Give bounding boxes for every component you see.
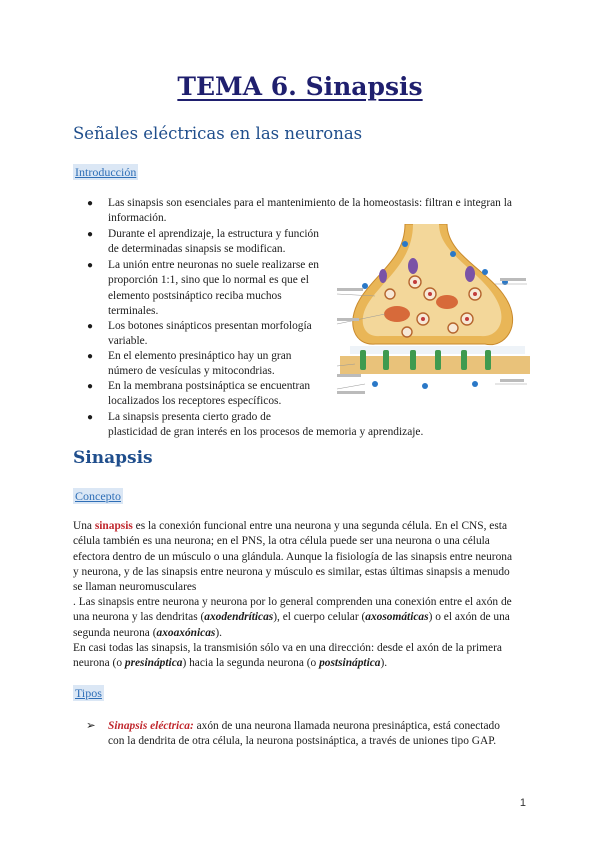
concept-paragraph-1: Una sinapsis es la conexión funcional entre una neurona y una segunda célula. En el CNS, esta célula también es una neurona; en el PNS, la otra célula puede ser una neurona o una célula efectora dentro de un músculo o una glándula. Aunque la fisiología de las sinapsis entre neurona y neurona, y de las sinapsis entre neurona y músculo es similar, estas últimas sinapsis a menudo se llaman neuromusculares bbox=[73, 520, 513, 594]
bullet-dot-icon: ● bbox=[87, 198, 94, 209]
intro-bullet-item: Las sinapsis son esenciales para el mantenimiento de la homeostasis: filtran e integran la información. bbox=[108, 197, 512, 225]
bullet-dot-icon: ● bbox=[87, 321, 94, 332]
intro-bullet-item: La sinapsis presenta cierto grado de plasticidad de gran interés en los procesos de memoria y aprendizaje. bbox=[108, 411, 424, 439]
intro-bullet-item: Durante el aprendizaje, la estructura y función de determinadas sinapsis se modifican. bbox=[108, 228, 319, 256]
concept-paragraph-2: . Las sinapsis entre neurona y neurona por lo general comprenden una conexión entre el axón de una neurona y las dendritas (axodendríticas), el cuerpo celular (axosomáticas) o el axón de una segunda neurona (axoaxónicas). bbox=[73, 596, 512, 639]
bullet-dot-icon: ● bbox=[87, 229, 94, 240]
bullet-dot-icon: ● bbox=[87, 381, 94, 392]
page-title: TEMA 6. Sinapsis bbox=[177, 72, 423, 101]
section-heading-sinapsis: Sinapsis bbox=[73, 448, 153, 468]
arrow-bullet-icon: ➢ bbox=[86, 720, 96, 732]
intro-bullet-item: En la membrana postsináptica se encuentran localizados los receptores específicos. bbox=[108, 380, 311, 408]
bullet-dot-icon: ● bbox=[87, 351, 94, 362]
tipos-item-1: Sinapsis eléctrica: axón de una neurona llamada neurona presináptica, está conectado con la dendrita de otra célula, la neurona postsináptica, a través de uniones tipo GAP. bbox=[108, 720, 500, 748]
page-number: 1 bbox=[519, 797, 526, 809]
subheading-introduccion: Introducción bbox=[75, 165, 137, 179]
intro-bullet-item: En el elemento presináptico hay un gran número de vesículas y mitocondrias. bbox=[108, 350, 292, 378]
bullet-dot-icon: ● bbox=[87, 260, 94, 271]
bullet-dot-icon: ● bbox=[87, 412, 94, 423]
subheading-concepto: Concepto bbox=[75, 489, 121, 503]
subheading-tipos: Tipos bbox=[75, 686, 102, 700]
intro-bullet-item: Los botones sinápticos presentan morfología variable. bbox=[108, 320, 312, 348]
synapse-diagram bbox=[335, 224, 530, 399]
section-heading-senales: Señales eléctricas en las neuronas bbox=[73, 124, 363, 143]
concept-paragraph-3: En casi todas las sinapsis, la transmisión sólo va en una dirección: desde el axón de la primera neurona (o presináptica) hacia la segunda neurona (o postsináptica). bbox=[73, 642, 502, 670]
intro-bullet-item: La unión entre neuronas no suele realizarse en proporción 1:1, sino que lo normal es que el elemento postsináptico reciba muchos terminales. bbox=[108, 259, 319, 317]
